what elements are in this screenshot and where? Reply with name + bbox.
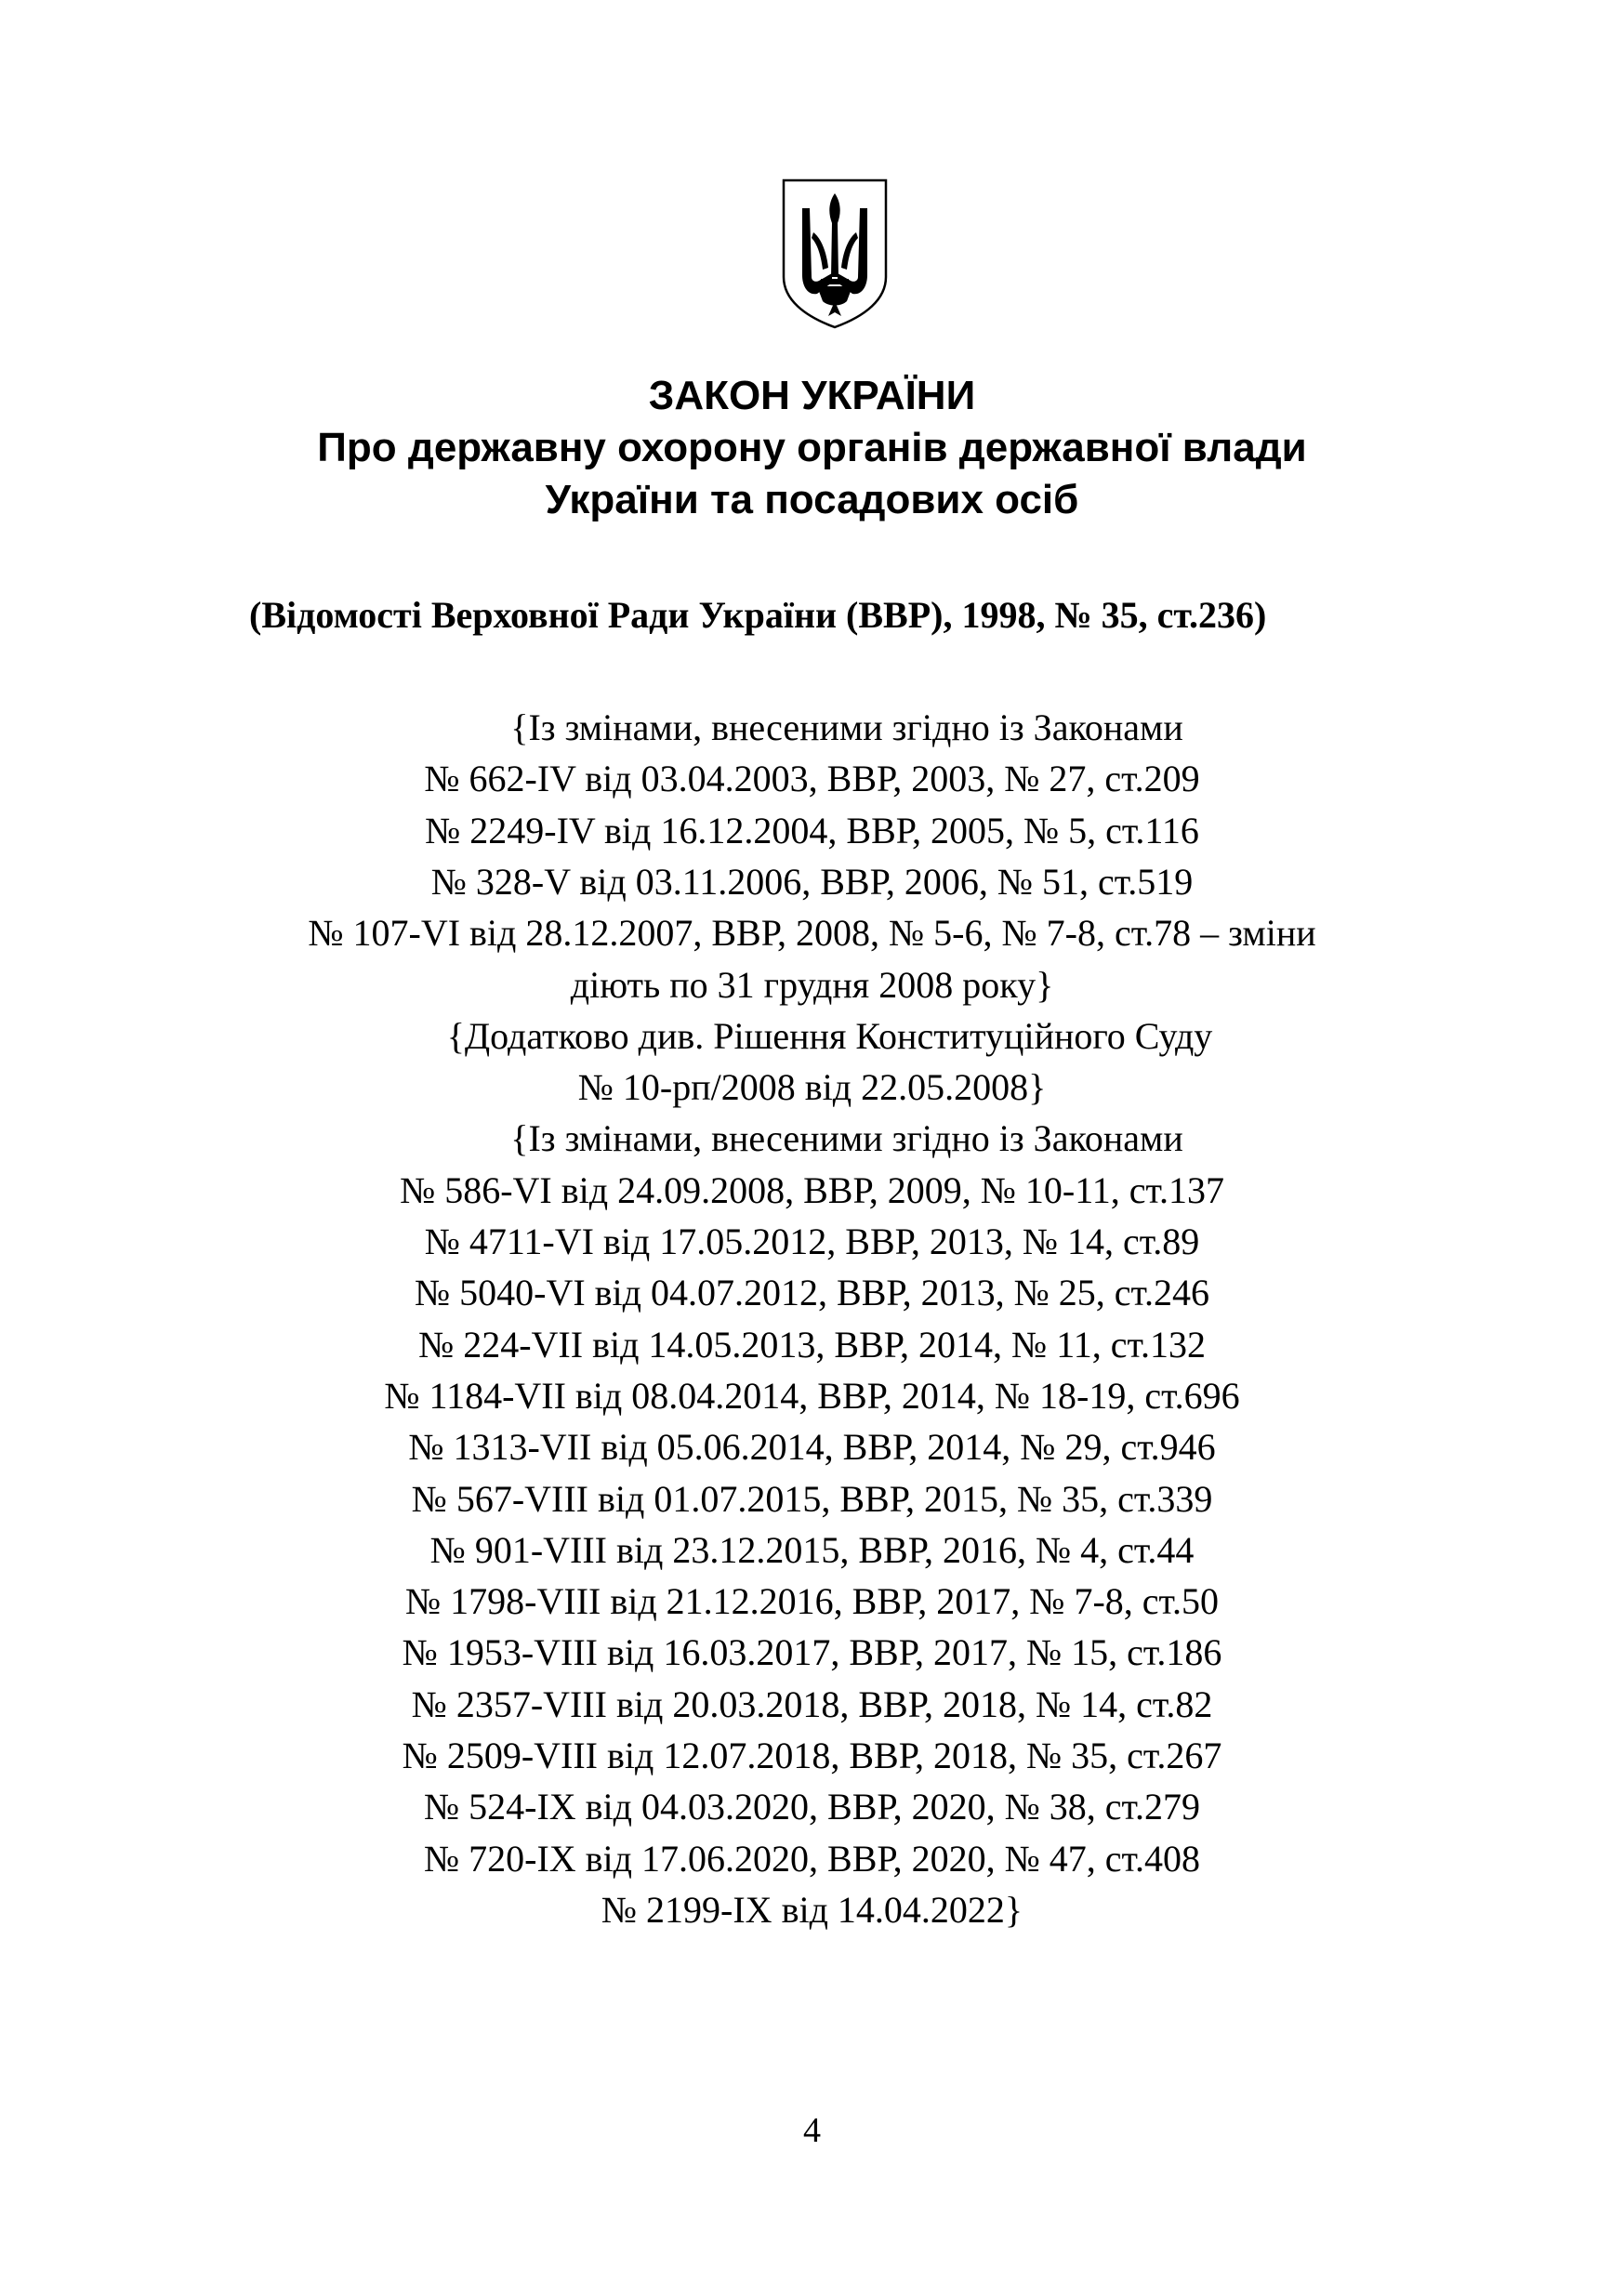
amendment-line: № 524-IX від 04.03.2020, ВВР, 2020, № 38, ст.279 — [423, 1786, 1201, 1828]
amendment-line: № 901-VIII від 23.12.2015, ВВР, 2016, № 4, ст.44 — [429, 1529, 1195, 1571]
amendment-line: № 2199-IX від 14.04.2022} — [601, 1889, 1023, 1931]
amendment-line: № 2249-IV від 16.12.2004, ВВР, 2005, № 5, ст.116 — [425, 810, 1199, 851]
amendment-line: № 2357-VIII від 20.03.2018, ВВР, 2018, № 14, ст.82 — [411, 1683, 1213, 1725]
amendment-line: № 5040-VI від 04.07.2012, ВВР, 2013, № 25, ст.246 — [414, 1272, 1210, 1313]
amendment-line: діють по 31 грудня 2008 року} — [570, 964, 1054, 1006]
amendment-line: № 1184-VII від 08.04.2014, ВВР, 2014, № 18-19, ст.696 — [384, 1375, 1240, 1417]
amendment-line: № 2509-VIII від 12.07.2018, ВВР, 2018, № 35, ст.267 — [402, 1735, 1222, 1776]
trident-coat-of-arms-icon — [780, 177, 890, 331]
title-line-1: ЗАКОН УКРАЇНИ — [648, 373, 976, 418]
amendment-line: № 1798-VIII від 21.12.2016, ВВР, 2017, № 7-8, ст.50 — [405, 1580, 1219, 1622]
amendment-line: № 1953-VIII від 16.03.2017, ВВР, 2017, № 15, ст.186 — [402, 1631, 1222, 1673]
amendment-line: № 586-VI від 24.09.2008, ВВР, 2009, № 10-11, ст.137 — [400, 1169, 1224, 1211]
amendment-line: {Додатково див. Рішення Конституційного Суду — [446, 1015, 1213, 1057]
amendment-line: № 328-V від 03.11.2006, ВВР, 2006, № 51, ст.519 — [430, 861, 1194, 903]
amendment-line: № 720-IX від 17.06.2020, ВВР, 2020, № 47, ст.408 — [423, 1838, 1201, 1880]
amendment-line: № 662-IV від 03.04.2003, ВВР, 2003, № 27, ст.209 — [424, 758, 1200, 799]
amendment-line: № 10-рп/2008 від 22.05.2008} — [577, 1066, 1047, 1108]
amendment-line: {Із змінами, внесеними згідно із Законами — [510, 706, 1183, 748]
amendment-line: № 567-VIII від 01.07.2015, ВВР, 2015, № 35, ст.339 — [411, 1478, 1213, 1520]
amendment-line: {Із змінами, внесеними згідно із Законами — [510, 1117, 1183, 1159]
amendment-line: № 1313-VII від 05.06.2014, ВВР, 2014, № 29, ст.946 — [408, 1426, 1216, 1468]
title-line-3: України та посадових осіб — [545, 477, 1079, 522]
publication-source: (Відомості Верховної Ради України (ВВР), 1998, № 35, ст.236) — [249, 594, 1267, 636]
amendment-line: № 224-VII від 14.05.2013, ВВР, 2014, № 11, ст.132 — [418, 1324, 1206, 1366]
title-line-2: Про державну охорону органів державної влади — [317, 425, 1307, 470]
page-number: 4 — [803, 2111, 821, 2150]
document-title — [0, 370, 1624, 526]
amendment-line: № 4711-VI від 17.05.2012, ВВР, 2013, № 14, ст.89 — [424, 1221, 1200, 1262]
amendment-line: № 107-VI від 28.12.2007, ВВР, 2008, № 5-6, № 7-8, ст.78 – зміни — [308, 912, 1316, 954]
